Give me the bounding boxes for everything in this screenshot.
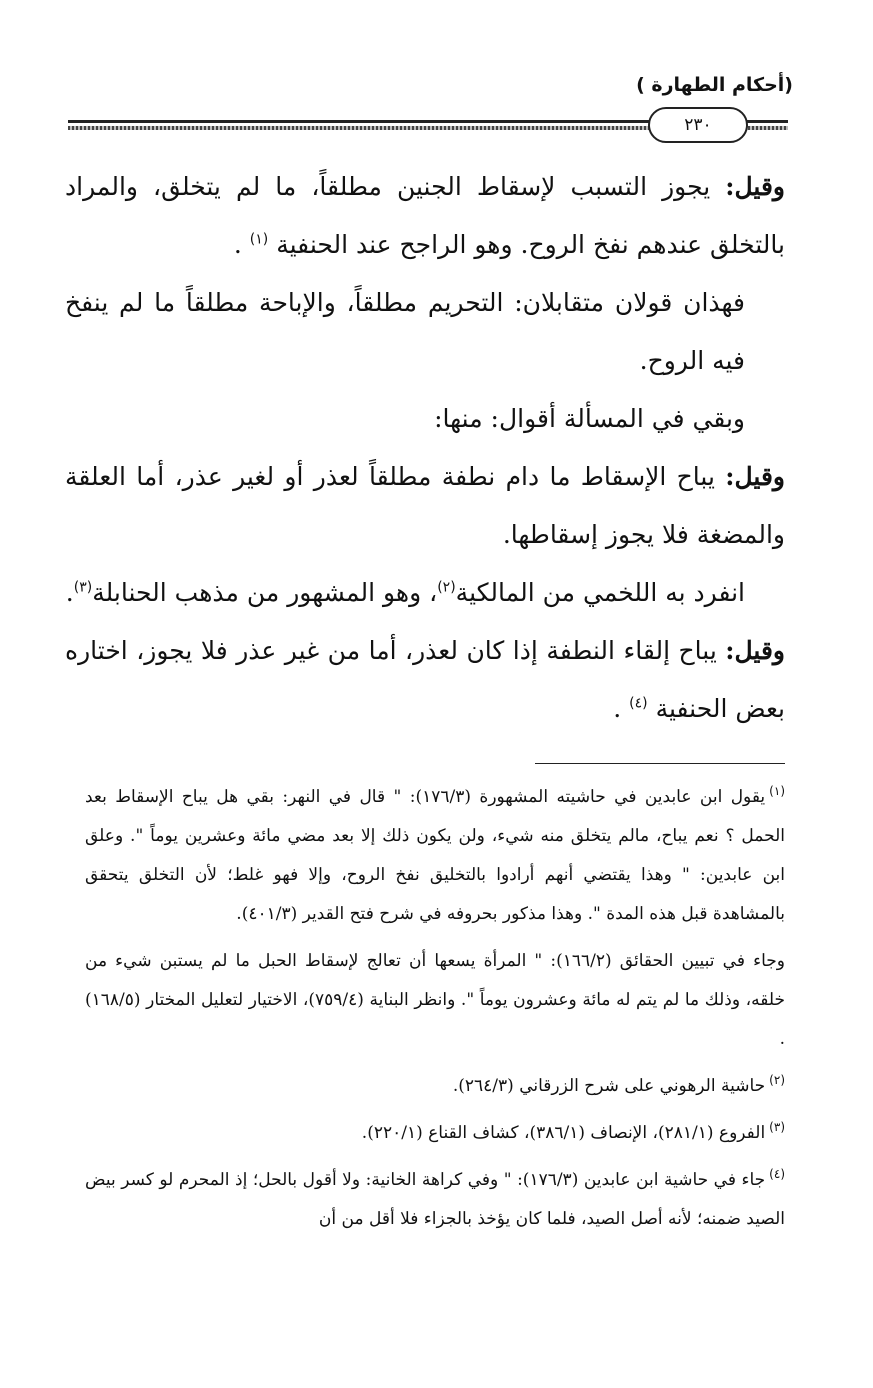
page-number: ٢٣٠ (648, 107, 748, 143)
footnote-ref[interactable]: (٢) (437, 579, 456, 596)
footnote-marker: (٣) (769, 1120, 785, 1135)
paragraph-end: . (65, 578, 74, 607)
footnote-marker: (٢) (769, 1073, 785, 1088)
paragraph-6 (65, 622, 785, 738)
paragraph-text: يباح إلقاء النطفة إذا كان لعذر، أما من غير عذر فلا يجوز، اختاره بعض الحنفية (65, 636, 785, 723)
paragraph-end: . (613, 694, 630, 723)
footnote-ref[interactable]: (٤) (629, 695, 648, 712)
main-text (65, 158, 785, 738)
paragraph-lead: وقيل: (725, 172, 785, 201)
paragraph-4 (65, 448, 785, 564)
paragraph-3: وبقي في المسألة أقوال: منها: (434, 404, 745, 433)
paragraph-text: ، وهو المشهور من مذهب الحنابلة (92, 578, 438, 607)
paragraph-text: انفرد به اللخمي من المالكية (455, 578, 745, 607)
footnote-4 (85, 1161, 785, 1239)
footnote-separator (535, 763, 785, 764)
footnote-text: حاشية الرهوني على شرح الزرقاني (٢٦٤/٣). (452, 1076, 766, 1096)
footnote-2 (85, 1067, 785, 1106)
footnote-3 (85, 1114, 785, 1153)
paragraph-end: . (233, 230, 250, 259)
footnote-1 (85, 778, 785, 934)
footnotes (85, 778, 785, 1247)
paragraph-5 (65, 564, 785, 622)
footnote-text: يقول ابن عابدين في حاشيته المشهورة (١٧٦/٣): " قال في النهر: بقي هل يباح الإسقاط بعد الحمل ؟ نعم يباح، مالم يتخلق منه شيء، ولن يكون ذلك إلا بعد مضي مائة وعشرين يوماً ". وعلق ابن عابدين: " وهذا يقتضي أنهم أرادوا بالتخليق نفخ الروح، وإلا فهو غلط؛ لأن التخلق يتحقق بالمشاهدة قبل هذه المدة ". وهذا مذكور بحروفه في شرح فتح القدير (٤٠١/٣). (85, 787, 785, 924)
paragraph-1 (65, 158, 785, 274)
running-title: (أحكام الطهارة ) (636, 74, 793, 96)
paragraph-text: يباح الإسقاط ما دام نطفة مطلقاً لعذر أو لغير عذر، أما العلقة والمضغة فلا يجوز إسقاطها. (65, 462, 785, 549)
footnote-ref[interactable]: (١) (249, 231, 269, 248)
paragraph-lead: وقيل: (725, 636, 785, 665)
footnote-ref[interactable]: (٣) (73, 579, 93, 596)
footnote-text: الفروع (٢٨١/١)، الإنصاف (٣٨٦/١)، كشاف القناع (٢٢٠/١). (361, 1123, 766, 1143)
footnote-marker: (١) (769, 784, 785, 799)
footnote-marker: (٤) (769, 1167, 785, 1182)
paragraph-lead: وقيل: (725, 462, 785, 491)
paragraph-text: يجوز التسبب لإسقاط الجنين مطلقاً، ما لم يتخلق، والمراد بالتخلق عندهم نفخ الروح. وهو الراجح عند الحنفية (65, 172, 785, 259)
paragraph-2: فهذان قولان متقابلان: التحريم مطلقاً، والإباحة مطلقاً ما لم ينفخ فيه الروح. (65, 288, 745, 375)
footnote-text: جاء في حاشية ابن عابدين (١٧٦/٣): " وفي كراهة الخانية: ولا أقول بالحل؛ إذ المحرم لو كسر بيض الصيد ضمنه؛ لأنه أصل الصيد، فلما كان يؤخذ بالجزاء فلا أقل من أن (85, 1170, 785, 1229)
footnote-1-continued: وجاء في تبيين الحقائق (١٦٦/٢): " المرأة يسعها أن تعالج لإسقاط الحبل ما لم يستبن شيء من خلقه، وذلك ما لم يتم له مائة وعشرون يوماً ". وانظر البناية (٧٥٩/٤)، الاختيار لتعليل المختار (١٦٨/٥) . (85, 951, 785, 1049)
